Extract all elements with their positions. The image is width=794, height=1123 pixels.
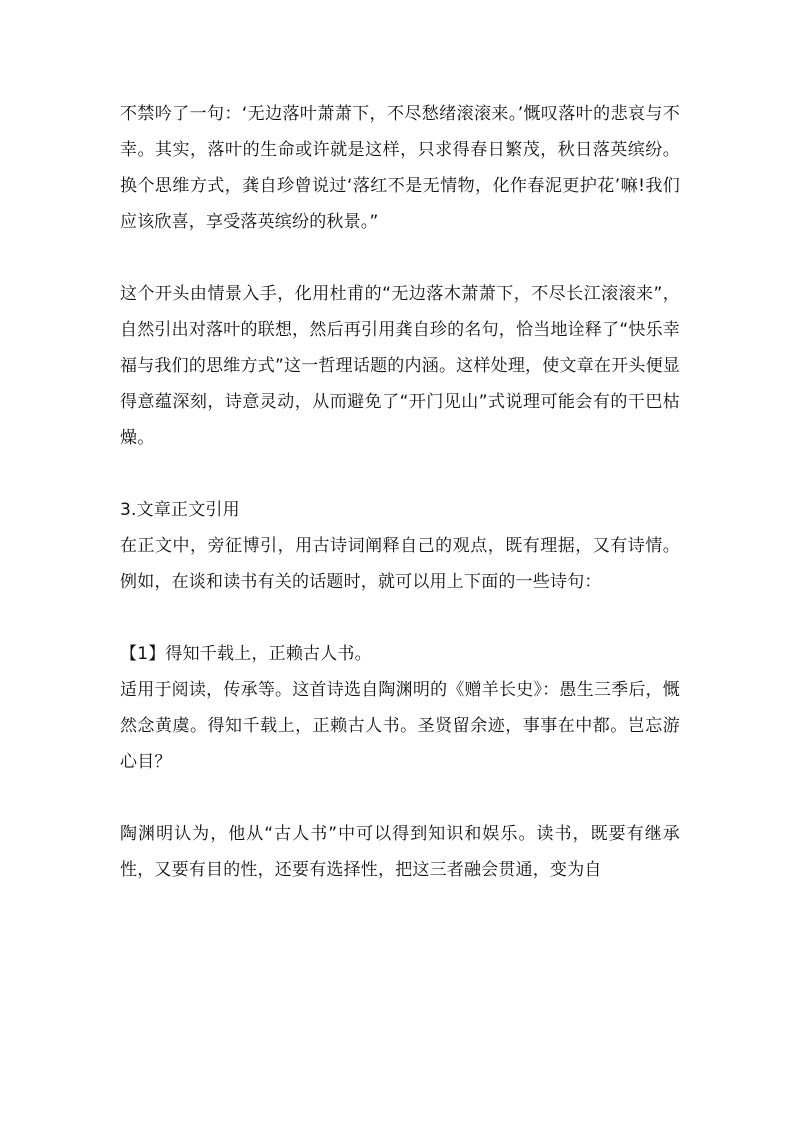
poem-line-1: 【1】得知千载上，正赖古人书。 — [120, 644, 372, 664]
document-page — [120, 96, 680, 888]
paragraph-analysis: 这个开头由情景入手，化用杜甫的“无边落木萧萧下，不尽长江滚滚来”，自然引出对落叶的联想，然后再引用龚自珍的名句，恰当地诠释了“快乐幸福与我们的思维方式”这一哲理话题的内涵。这样处理，使文章在开头便显得意蕴深刻，诗意灵动，从而避免了“开门见山”式说理可能会有的干巴枯燥。 — [120, 284, 680, 448]
paragraph-gap — [120, 780, 680, 816]
section-heading: 3.文章正文引用 — [120, 500, 240, 520]
paragraph-poem-explanation: 适用于阅读，传承等。这首诗选自陶渊明的《赠羊长史》：愚生三季后，慨然念黄虞。得知千载上，正赖古人书。圣贤留余迹，事事在中都。岂忘游心目？ — [120, 680, 680, 772]
paragraph-commentary: 陶渊明认为，他从“古人书”中可以得到知识和娱乐。读书，既要有继承性，又要有目的性，还要有选择性，把这三者融会贯通，变为自 — [120, 824, 680, 880]
paragraph-gap — [120, 240, 680, 276]
paragraph-gap — [120, 600, 680, 636]
paragraph-body-intro: 在正文中，旁征博引，用古诗词阐释自己的观点，既有理据，又有诗情。例如，在谈和读书有关的话题时，就可以用上下面的一些诗句： — [120, 536, 680, 592]
paragraph-quote-continuation: 不禁吟了一句：‘无边落叶萧萧下，不尽愁绪滚滚来。’慨叹落叶的悲哀与不幸。其实，落叶的生命或许就是这样，只求得春日繁茂，秋日落英缤纷。换个思维方式，龚自珍曾说过‘落红不是无情物，化作春泥更护花’嘛!我们应该欣喜，享受落英缤纷的秋景。” — [120, 104, 680, 232]
paragraph-gap — [120, 456, 680, 492]
